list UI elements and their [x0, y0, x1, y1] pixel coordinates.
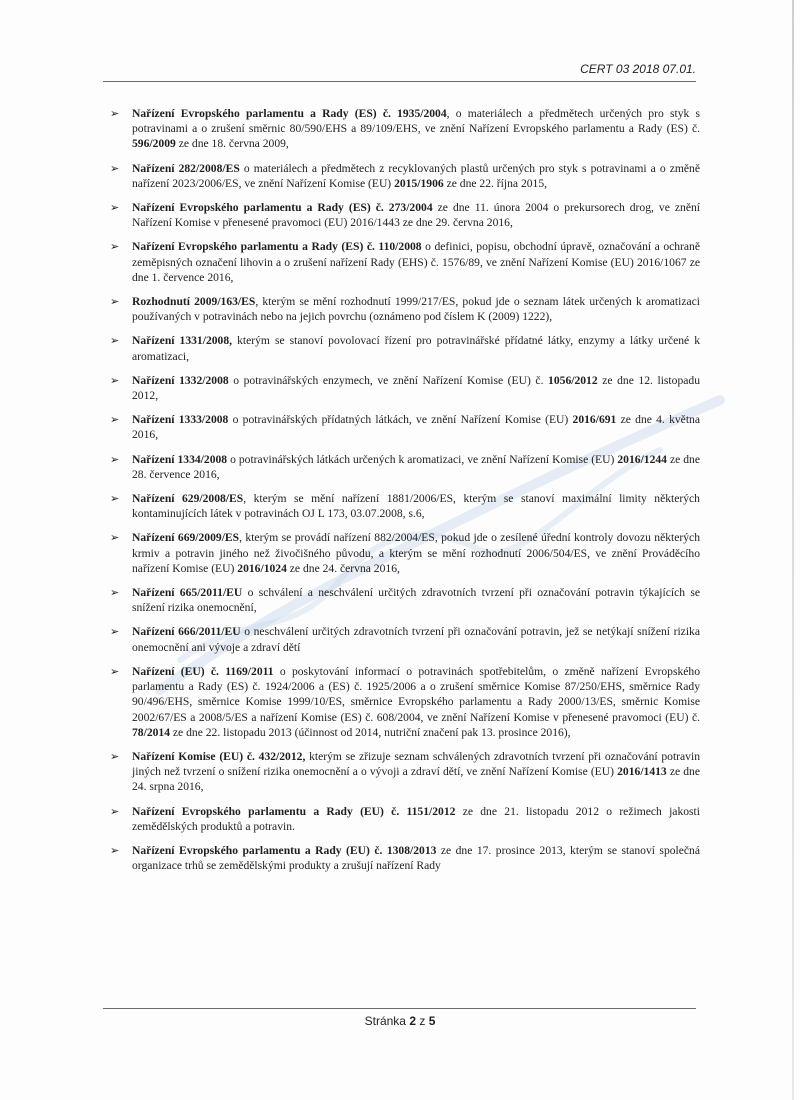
regulation-text: o poskytování informací o potravinách spotřebitelům, o změně nařízení Evropského parlamentu a Rady (ES) č. 1924/2006 a (ES) č. 1925/2006 a o zrušení směrnice Komise 87/250/EHS, směrnice Rady 90/496/EHS, směrnice Komise 1999/10/ES, směrnice Evropského parlamentu a Rady 2000/13/ES, směrnic Komise 2002/67/ES a 2008/5/ES a nařízení Komise (ES) č. 608/2004, ve znění Nařízení Komise v přenesené pravomoci (EU) č. — [132, 664, 700, 724]
regulation-text: , kterým se mění nařízení 1881/2006/ES, kterým se stanoví maximální limity některých kontaminujících látek v potravinách OJ L 173, 03.07.2008, s.6, — [132, 492, 700, 521]
regulation-item — [110, 530, 700, 576]
regulation-reference: 2016/1024 — [237, 561, 287, 575]
regulation-item — [110, 412, 700, 442]
regulation-text: ze dne 22. října 2015, — [443, 176, 548, 190]
regulation-text: o neschválení určitých zdravotních tvrzení při označování potravin, jež se netýkají snížení rizika onemocnění ani vývoje a zdraví dětí — [132, 625, 700, 654]
arrow-bullet-icon: ➢ — [110, 413, 120, 427]
arrow-bullet-icon: ➢ — [110, 492, 120, 506]
regulation-text: , kterým se provádí nařízení 882/2004/ES, pokud jde o zesílené úřední kontroly dovozu některých krmiv a potravin jiného než živočišného původu, a kterým se mění rozhodnutí 2006/504/ES, ve znění Prováděcího nařízení Komise (EU) — [132, 531, 700, 575]
arrow-bullet-icon: ➢ — [110, 586, 120, 600]
regulation-text: ze dne 4. května 2016, — [132, 413, 700, 442]
arrow-bullet-icon: ➢ — [110, 749, 120, 763]
regulation-reference: Nařízení Evropského parlamentu a Rady (ES) č. 1935/2004 — [132, 107, 447, 120]
regulation-reference: Nařízení Evropského parlamentu a Rady (ES) č. 110/2008 — [132, 240, 422, 254]
arrow-bullet-icon: ➢ — [110, 373, 120, 387]
regulation-item — [110, 749, 700, 795]
regulation-reference: Nařízení 665/2011/EU — [132, 586, 243, 600]
regulation-item — [110, 624, 700, 654]
regulation-text: o materiálech a předmětech z recyklovaných plastů určených pro styk s potravinami a o změně nařízení 2023/2006/ES, ve znění Nařízení Komise (EU) — [132, 161, 700, 190]
regulation-item — [110, 804, 700, 834]
arrow-bullet-icon: ➢ — [110, 240, 120, 254]
arrow-bullet-icon: ➢ — [110, 295, 120, 309]
regulation-item — [110, 239, 700, 285]
header-divider — [103, 81, 696, 82]
regulation-reference: Nařízení 1332/2008 — [132, 373, 229, 387]
regulation-text: ze dne 28. července 2016, — [132, 452, 700, 481]
regulation-item — [110, 452, 700, 482]
regulation-item — [110, 843, 700, 873]
arrow-bullet-icon: ➢ — [110, 625, 120, 639]
regulation-reference: 2016/1413 — [617, 765, 667, 779]
regulation-reference: Nařízení 669/2009/ES — [132, 531, 240, 545]
footer-page-number: 2 — [409, 1014, 416, 1028]
regulation-reference: Nařízení 1331/2008, — [132, 334, 233, 348]
regulation-reference: Nařízení 666/2011/EU — [132, 625, 241, 639]
regulation-text: ze dne 24. června 2016, — [286, 561, 400, 575]
arrow-bullet-icon: ➢ — [110, 107, 120, 120]
regulation-reference: 2016/1244 — [617, 452, 667, 466]
footer-page-label: Stránka — [364, 1014, 406, 1028]
regulation-item — [110, 106, 700, 152]
regulation-item — [110, 373, 700, 403]
regulation-reference: Nařízení Evropského parlamentu a Rady (ES) č. 273/2004 — [132, 201, 433, 215]
regulation-text: kterým se stanoví povolovací řízení pro potravinářské přídatné látky, enzymy a látky určené k aromatizaci, — [132, 334, 700, 363]
regulation-reference: Nařízení (EU) č. 1169/2011 — [132, 664, 274, 678]
regulation-item — [110, 585, 700, 615]
regulation-text: o potravinářských přídatných látkách, ve znění Nařízení Komise (EU) — [228, 413, 573, 427]
header-reference: CERT 03 2018 07.01. — [580, 62, 696, 76]
regulation-text: ze dne 12. listopadu 2012, — [132, 373, 700, 403]
regulation-item — [110, 294, 700, 324]
regulation-item — [110, 491, 700, 521]
arrow-bullet-icon: ➢ — [110, 161, 120, 175]
arrow-bullet-icon: ➢ — [110, 843, 120, 857]
regulation-text: kterým se zřizuje seznam schválených zdravotních tvrzení při označování potravin jiných než tvrzení o snížení rizika onemocnění a o vývoji a zdraví dětí, ve znění Nařízení Komise (EU) — [132, 749, 700, 779]
arrow-bullet-icon: ➢ — [110, 201, 120, 215]
regulation-item — [110, 200, 700, 230]
regulation-reference: Nařízení Evropského parlamentu a Rady (EU) č. 1151/2012 — [132, 804, 456, 818]
regulation-text: , o materiálech a předmětech určených pro styk s potravinami a o zrušení směrnic 80/590/EHS a 89/109/EHS, ve znění Nařízení Evropského parlamentu a Rady (ES) č. — [132, 107, 700, 136]
arrow-bullet-icon: ➢ — [110, 334, 120, 348]
regulation-reference: 78/2014 — [132, 725, 171, 739]
regulation-reference: Nařízení 629/2008/ES — [132, 492, 244, 506]
scan-edge — [792, 0, 794, 1100]
regulation-reference: Nařízení Evropského parlamentu a Rady (EU) č. 1308/2013 — [132, 843, 437, 857]
arrow-bullet-icon: ➢ — [110, 804, 120, 818]
regulation-reference: 2015/1906 — [394, 176, 444, 190]
regulation-item — [110, 664, 700, 740]
footer-divider — [103, 1008, 696, 1009]
footer-page-total: 5 — [428, 1014, 436, 1028]
regulation-text: o potravinářských látkách určených k aromatizaci, ve znění Nařízení Komise (EU) — [227, 452, 618, 466]
regulation-text: ze dne 11. února 2004 o prekursorech drog, ve znění Nařízení Komise v přenesené pravomoci (EU) 2016/1443 ze dne 29. června 2016, — [132, 201, 700, 230]
page-footer — [0, 1014, 800, 1028]
regulation-text: ze dne 17. prosince 2013, kterým se stanoví společná organizace trhů se zemědělskými produkty a zrušují nařízení Rady — [132, 843, 700, 873]
regulation-list — [110, 106, 700, 882]
regulation-reference: 2016/691 — [572, 413, 617, 427]
arrow-bullet-icon: ➢ — [110, 531, 120, 545]
footer-of-word: z — [419, 1014, 426, 1028]
arrow-bullet-icon: ➢ — [110, 452, 120, 466]
regulation-reference: Nařízení Komise (EU) č. 432/2012, — [132, 749, 306, 763]
regulation-reference: Nařízení 1334/2008 — [132, 452, 228, 466]
regulation-text: o schválení a neschválení určitých zdravotních tvrzení při označování potravin týkajících se snížení rizika onemocnění, — [132, 586, 700, 615]
regulation-reference: Nařízení 1333/2008 — [132, 413, 229, 427]
regulation-text: ze dne 24. srpna 2016, — [132, 765, 700, 794]
regulation-reference: 1056/2012 — [548, 373, 598, 387]
regulation-item — [110, 161, 700, 191]
regulation-text: o definici, popisu, obchodní úpravě, označování a ochraně zeměpisných označení lihovin a o zrušení nařízení Rady (EHS) č. 1576/89, ve znění Nařízení Komise (EU) 2016/1067 ze dne 1. července 2016, — [132, 240, 701, 284]
regulation-text: , kterým se mění rozhodnutí 1999/217/ES, pokud jde o seznam látek určených k aromatizaci používaných v potravinách nebo na jejich povrchu (oznámeno pod číslem K (2009) 1222), — [132, 295, 700, 324]
regulation-reference: Nařízení 282/2008/ES — [132, 161, 240, 175]
regulation-item — [110, 333, 700, 363]
arrow-bullet-icon: ➢ — [110, 664, 120, 678]
regulation-text: o potravinářských enzymech, ve znění Nařízení Komise (EU) č. — [228, 373, 549, 387]
regulation-text: ze dne 21. listopadu 2012 o režimech jakosti zemědělských produktů a potravin. — [132, 804, 700, 833]
regulation-text: ze dne 18. června 2009, — [175, 137, 289, 151]
regulation-reference: 596/2009 — [132, 137, 176, 151]
regulation-reference: Rozhodnutí 2009/163/ES — [132, 295, 256, 309]
regulation-text: ze dne 22. listopadu 2013 (účinnost od 2014, nutriční značení pak 13. prosince 2016), — [170, 725, 571, 739]
